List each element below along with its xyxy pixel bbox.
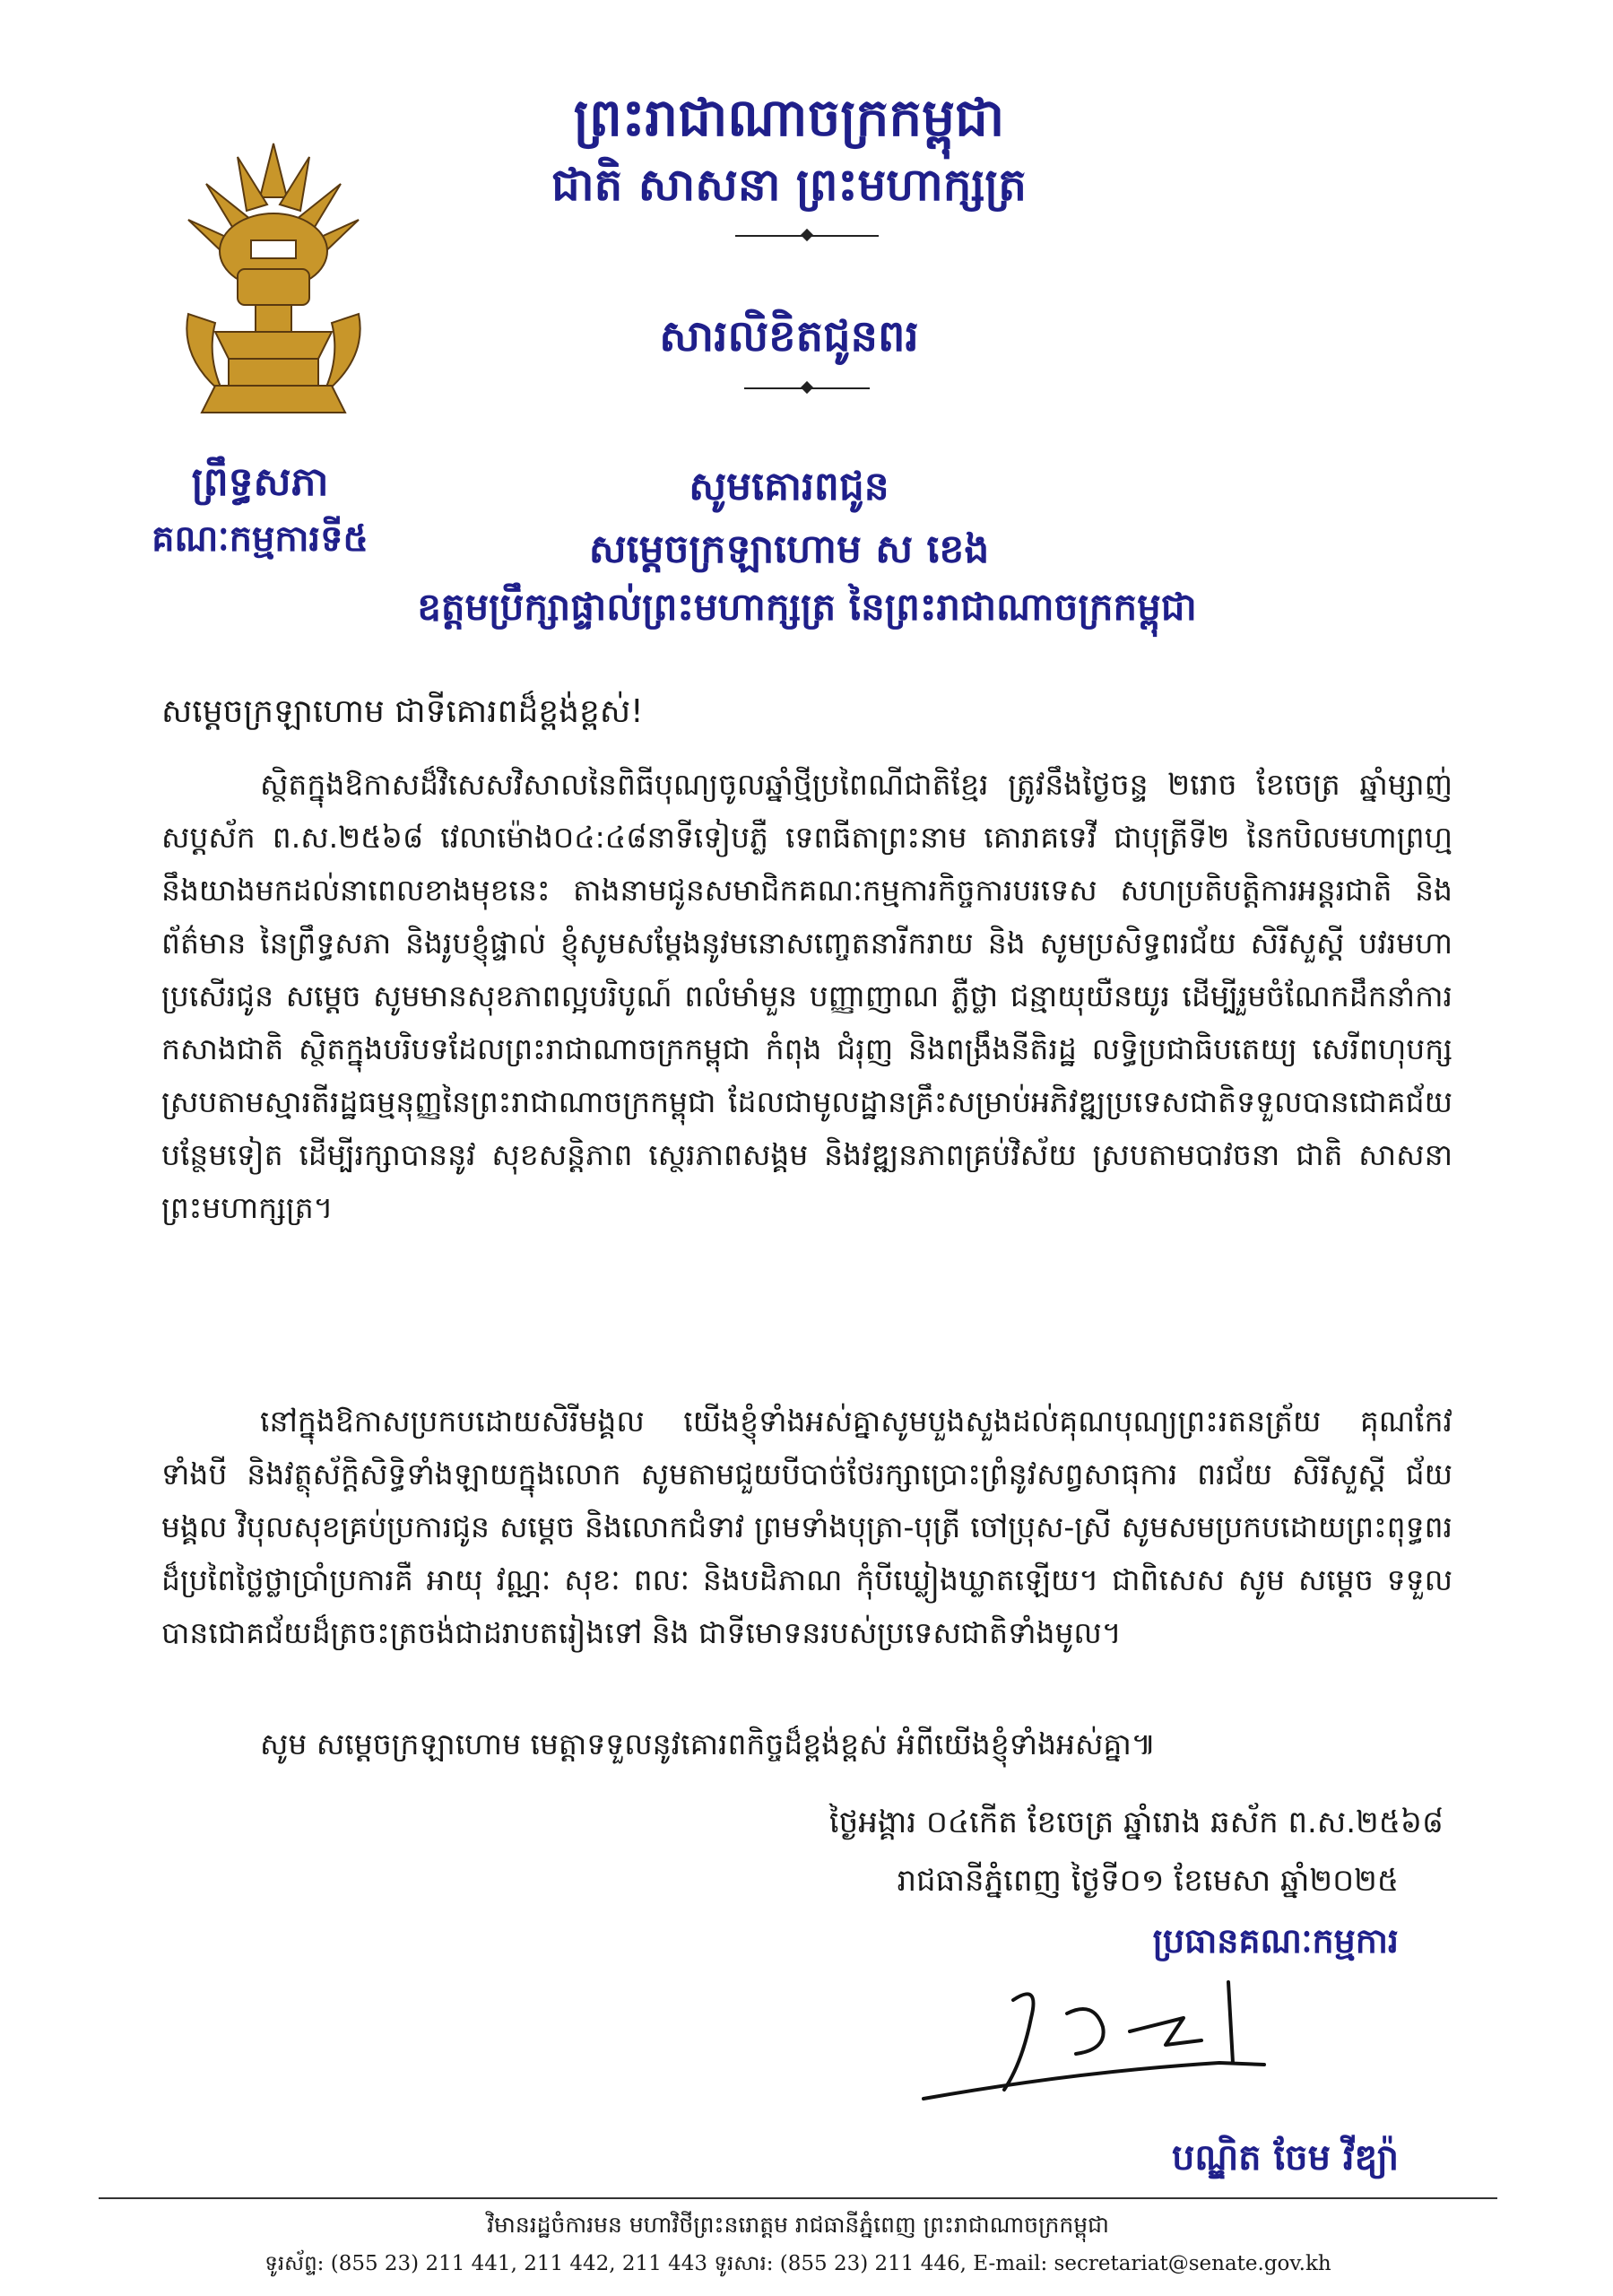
- handwritten-signature: [807, 1964, 1309, 2117]
- recipient-title: ឧត្តមប្រឹក្សាផ្ទាល់ព្រះមហាក្សត្រ នៃព្រះរាជាណាចក្រកម្ពុជា: [417, 585, 1197, 629]
- national-motto: ជាតិ សាសនា ព្រះមហាក្សត្រ: [551, 159, 1027, 211]
- committee-name: គណៈកម្មការទី៥: [152, 518, 369, 560]
- kingdom-title: ព្រះរាជាណាចក្រកម្ពុជា: [573, 87, 1005, 148]
- document-title: សារលិខិតជូនពរ: [659, 311, 919, 361]
- header-divider-ornament: [801, 229, 813, 241]
- body-paragraph-1: ស្ថិតក្នុងឱកាសដ៏វិសេសវិសាលនៃពិធីបុណ្យចូលឆ្នាំថ្មីប្រពៃណីជាតិខ្មែរ ត្រូវនឹងថ្ងៃចន្ទ ២រោច ខែចេត្រ ឆ្នាំម្សាញ់ សប្តស័ក ព.ស.២៥៦៨ វេលាម៉ោង០៤:៤៨នាទីទៀបភ្លឺ ទេពធីតាព្រះនាម គោរាគទេវី ជាបុត្រីទី២ នៃកបិលមហាព្រហ្ម នឹងយាងមកដល់នាពេលខាងមុខនេះ តាងនាមជូនសមាជិកគណៈកម្មការកិច្ចការបរទេស សហប្រតិបត្តិការអន្តរជាតិ និងព័ត៌មាន នៃព្រឹទ្ធសភា និងរូបខ្ញុំផ្ទាល់ ខ្ញុំសូមសម្តែងនូវមនោសញ្ចេតនារីករាយ និង សូមប្រសិទ្ធពរជ័យ សិរីសួស្តី បវរមហាប្រសើរជូន សម្តេច សូមមានសុខភាពល្អបរិបូណ៍ ពលំមាំមួន បញ្ញាញាណ ភ្លឺថ្លា ជន្មាយុយឺនយូរ ដើម្បីរួមចំណែកដឹកនាំការកសាងជាតិ ស្ថិតក្នុងបរិបទដែលព្រះរាជាណាចក្រកម្ពុជា កំពុង ជំរុញ និងពង្រឹងនីតិរដ្ឋ លទ្ធិប្រជាធិបតេយ្យ សេរីពហុបក្ស ស្របតាមស្មារតីរដ្ឋធម្មនុញ្ញនៃព្រះរាជាណាចក្រកម្ពុជា ដែលជាមូលដ្ឋានគ្រឹះសម្រាប់អភិវឌ្ឍប្រទេសជាតិទទួលបានជោគជ័យបន្ថែមទៀត ដើម្បីរក្សាបាននូវ សុខសន្តិភាព ស្ថេរភាពសង្គម និងវឌ្ឍនភាពគ្រប់វិស័យ ស្របតាមបាវចនា ជាតិ សាសនា ព្រះមហាក្សត្រ។: [161, 767, 1453, 1225]
- footer-rule: [99, 2197, 1497, 2199]
- body-paragraph-3: សូម សម្តេចក្រឡាហោម មេត្តាទទួលនូវគោរពកិច្ចដ៏ខ្ពង់ខ្ពស់ អំពីយើងខ្ញុំទាំងអស់គ្នា៕: [260, 1726, 1157, 1761]
- title-divider-ornament: [801, 381, 813, 394]
- signer-name: បណ្ឌិត ចែម វីឌ្យ៉ា: [1171, 2137, 1399, 2179]
- footer-address: វិមានរដ្ឋចំការមន មហាវិថីព្រះនរោត្តម រាជធានីភ្នំពេញ ព្រះរាជាណាចក្រកម្ពុជា: [487, 2212, 1109, 2238]
- salutation: សម្តេចក្រឡាហោម ជាទីគោរពដ៏ខ្ពង់ខ្ពស់!: [161, 693, 644, 730]
- signatory-title: ប្រធានគណៈកម្មការ: [1152, 1921, 1399, 1961]
- recipient-name: សម្តេចក្រឡាហោម ស ខេង: [588, 526, 990, 572]
- institution-name: ព្រឹទ្ធសភា: [191, 459, 329, 505]
- place-and-date: រាជធានីភ្នំពេញ ថ្ងៃទី០១ ខែមេសា ឆ្នាំ២០២៥: [897, 1863, 1399, 1899]
- senate-emblem-icon: [152, 135, 395, 430]
- footer-contact: ទូរស័ព្ទ: (855 23) 211 441, 211 442, 211 443 ទូរសារ: (855 23) 211 446, E-mail: secretariat@senate.gov.kh: [264, 2252, 1331, 2275]
- lunar-date: ថ្ងៃអង្គារ ០៤កើត ខែចេត្រ ឆ្នាំរោង ឆស័ក ព.ស.២៥៦៨: [828, 1805, 1444, 1840]
- body-paragraph-2: នៅក្នុងឱកាសប្រកបដោយសិរីមង្គល យើងខ្ញុំទាំងអស់គ្នាសូមបួងសួងដល់គុណបុណ្យព្រះរតនត្រ័យ គុណកែវទាំងបី និងវត្ថុស័ក្តិសិទ្ធិទាំងឡាយក្នុងលោក សូមតាមជួយបីបាច់ថែរក្សាប្រោះព្រំនូវសព្វសាធុការ ពរជ័យ សិរីសួស្តី ជ័យមង្គល វិបុលសុខគ្រប់ប្រការជូន សម្តេច និងលោកជំទាវ ព្រមទាំងបុត្រា-បុត្រី ចៅប្រុស-ស្រី សូមសមប្រកបដោយព្រះពុទ្ធពរដ៏ប្រពៃថ្លៃថ្លាប្រាំប្រការគឺ អាយុ វណ្ណៈ សុខៈ ពលៈ និងបដិភាណ កុំបីឃ្លៀងឃ្លាតឡើយ។ ជាពិសេស សូម សម្តេច ទទួលបានជោគជ័យដ៏ត្រចះត្រចង់ជាដរាបតរៀងទៅ និង ជាទីមោទនរបស់ប្រទេសជាតិទាំងមូល។: [161, 1404, 1453, 1650]
- recipient-greeting: សូមគោរពជូន: [689, 464, 889, 509]
